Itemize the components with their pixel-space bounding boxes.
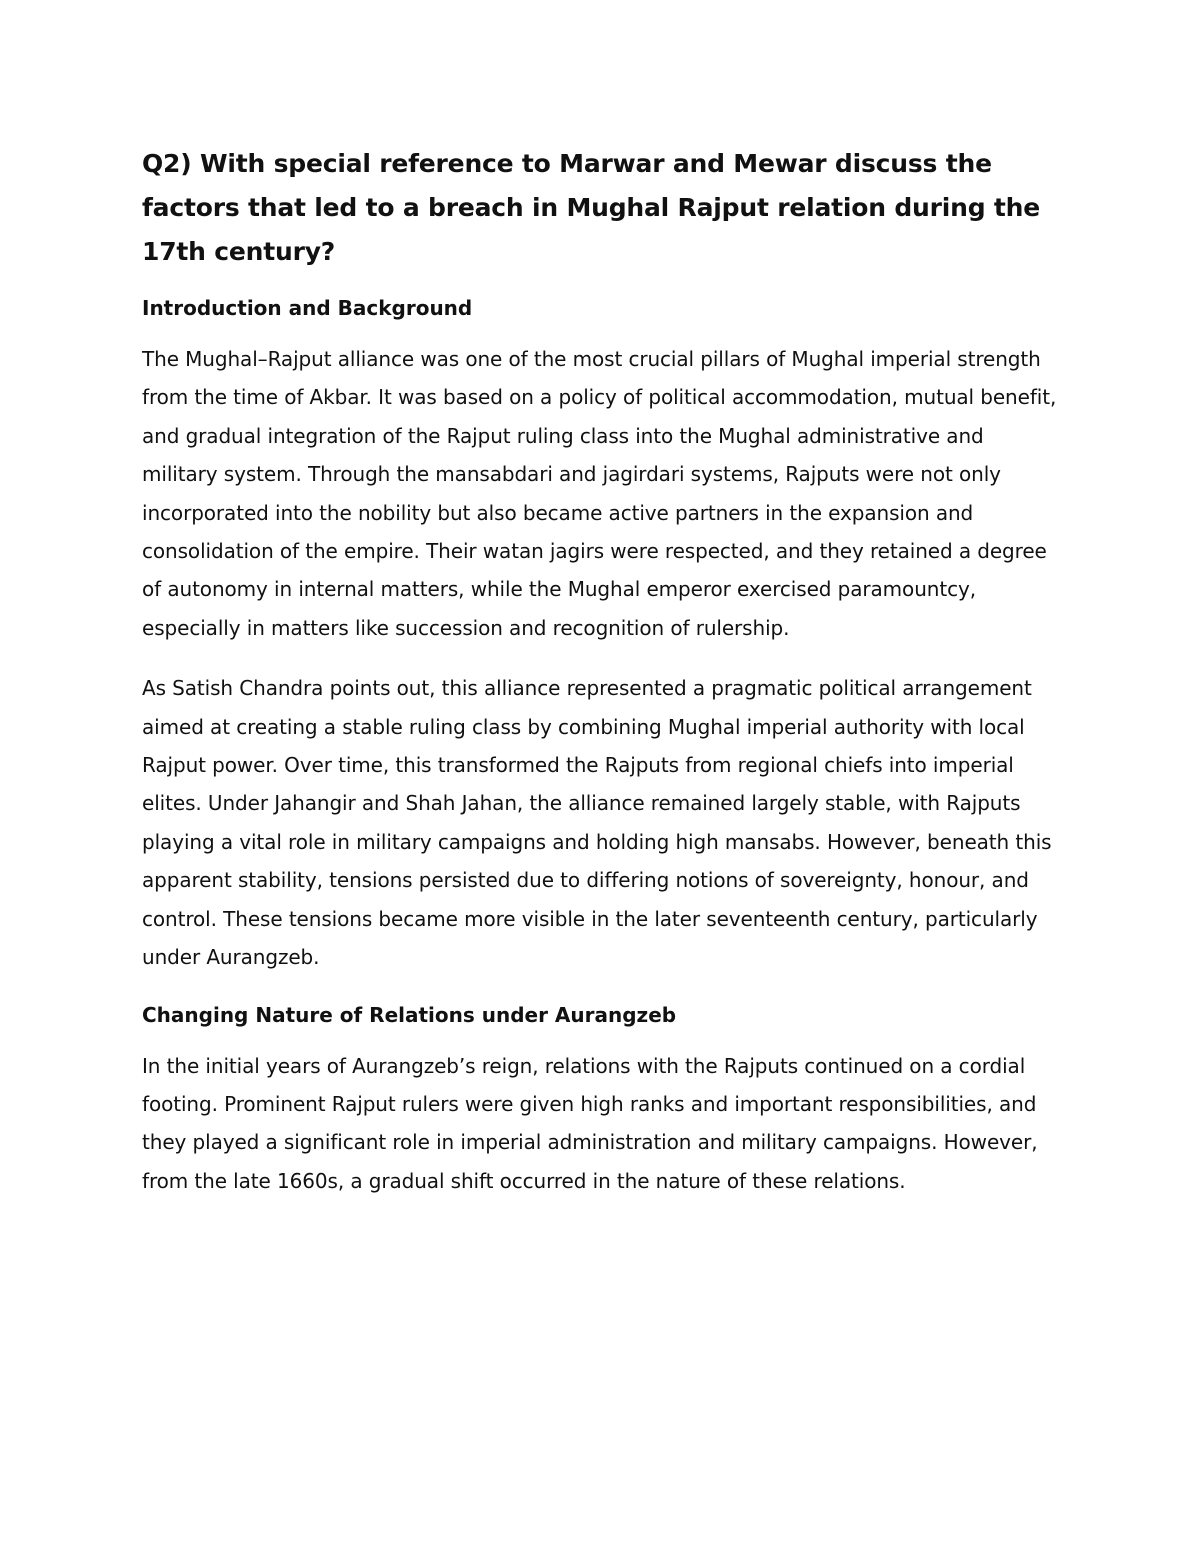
paragraph: In the initial years of Aurangzeb’s reign, relations with the Rajputs continued on a cordial footing. Prominent Rajput rulers were given high ranks and important responsibilities, and they played a significant role in imperial administration and military campaigns. However, from the late 1660s, a gradual shift occurred in the nature of these relations. <box>142 1053 1038 1193</box>
section-heading: Changing Nature of Relations under Aurangzeb <box>142 1002 677 1027</box>
section-changing-relations <box>142 999 1058 1201</box>
paragraph: As Satish Chandra points out, this alliance represented a pragmatic political arrangement aimed at creating a stable ruling class by combining Mughal imperial authority with local Rajput power. Over time, this transformed the Rajputs from regional chiefs into imperial elites. Under Jahangir and Shah Jahan, the alliance remained largely stable, with Rajputs playing a vital role in military campaigns and holding high mansabs. However, beneath this apparent stability, tensions persisted due to differing notions of sovereignty, honour, and control. These tensions became more visible in the later seventeenth century, particularly under Aurangzeb. <box>142 676 1052 970</box>
section-heading: Introduction and Background <box>142 296 473 320</box>
document-title: Q2) With special reference to Marwar and Mewar discuss the factors that led to a breach in Mughal Rajput relation during the 17th century? <box>142 149 1041 266</box>
section-introduction <box>142 292 1058 977</box>
paragraph: The Mughal–Rajput alliance was one of the most crucial pillars of Mughal imperial strength from the time of Akbar. It was based on a policy of political accommodation, mutual benefit, and gradual integration of the Rajput ruling class into the Mughal administrative and military system. Through the mansabdari and jagirdari systems, Rajputs were not only incorporated into the nobility but also became active partners in the expansion and consolidation of the empire. Their watan jagirs were respected, and they retained a degree of autonomy in internal matters, while the Mughal emperor exercised paramountcy, especially in matters like succession and recognition of rulership. <box>142 347 1057 640</box>
